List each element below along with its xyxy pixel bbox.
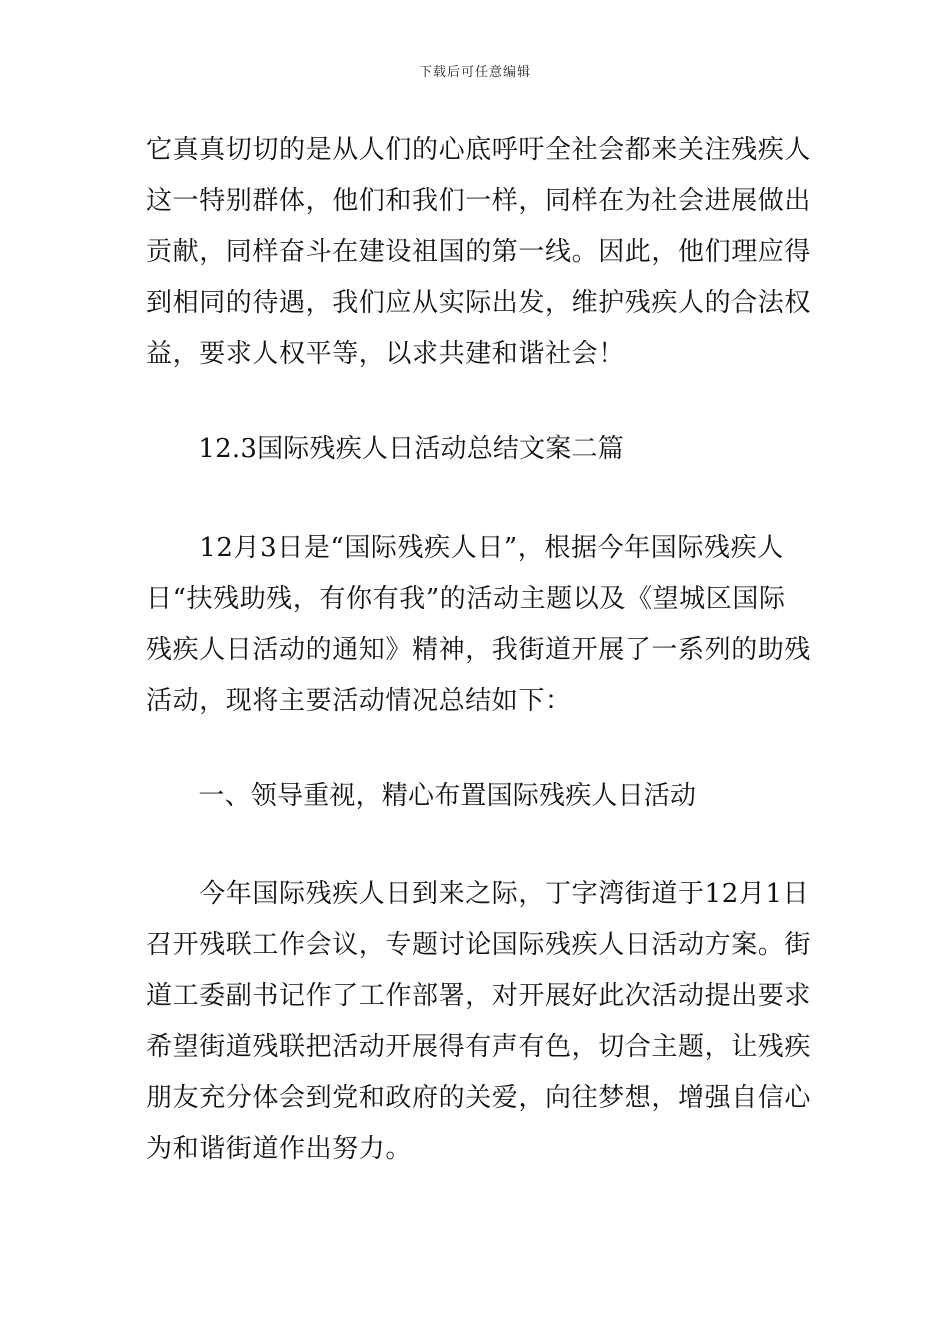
text-line: 残疾人日活动的通知》精神，我街道开展了一系列的助残 [146, 635, 812, 665]
section-title [146, 424, 816, 475]
text-line: 日“扶残助残，有你有我”的活动主题以及《望城区国际 [146, 584, 786, 614]
subsection-heading [146, 771, 816, 822]
text-line: 今年国际残疾人日到来之际，丁字湾街道于12月1日 [146, 879, 810, 909]
page-header: 下载后可任意编辑 [418, 65, 531, 80]
text-line: 活动，现将主要活动情况总结如下： [146, 686, 572, 716]
text-line: 12.3国际残疾人日活动总结文案二篇 [146, 434, 624, 464]
text-line: 它真真切切的是从人们的心底呼吁全社会都来关注残疾人 [146, 135, 812, 165]
text-line: 朋友充分体会到党和政府的关爱，向往梦想，增强自信心 [146, 1083, 812, 1113]
paragraph-overview [146, 523, 816, 727]
text-line: 这一特别群体，他们和我们一样，同样在为社会进展做出 [146, 186, 812, 216]
text-line: 到相同的待遇，我们应从实际出发，维护残疾人的合法权 [146, 288, 812, 318]
text-line: 为和谐街道作出努力。 [146, 1134, 413, 1164]
text-line: 12月3日是“国际残疾人日”，根据今年国际残疾人 [146, 533, 784, 563]
text-line: 贡献，同样奋斗在建设祖国的第一线。因此，他们理应得 [146, 237, 812, 267]
text-line: 益，要求人权平等，以求共建和谐社会！ [146, 339, 625, 369]
text-line: 召开残联工作会议，专题讨论国际残疾人日活动方案。街 [146, 930, 812, 960]
paragraph-intro [146, 125, 816, 380]
text-line: 道工委副书记作了工作部署，对开展好此次活动提出要求 [146, 981, 812, 1011]
paragraph-details [146, 869, 816, 1175]
text-line: 一、领导重视，精心布置国际残疾人日活动 [146, 781, 697, 811]
text-line: 希望街道残联把活动开展得有声有色，切合主题，让残疾 [146, 1032, 812, 1062]
